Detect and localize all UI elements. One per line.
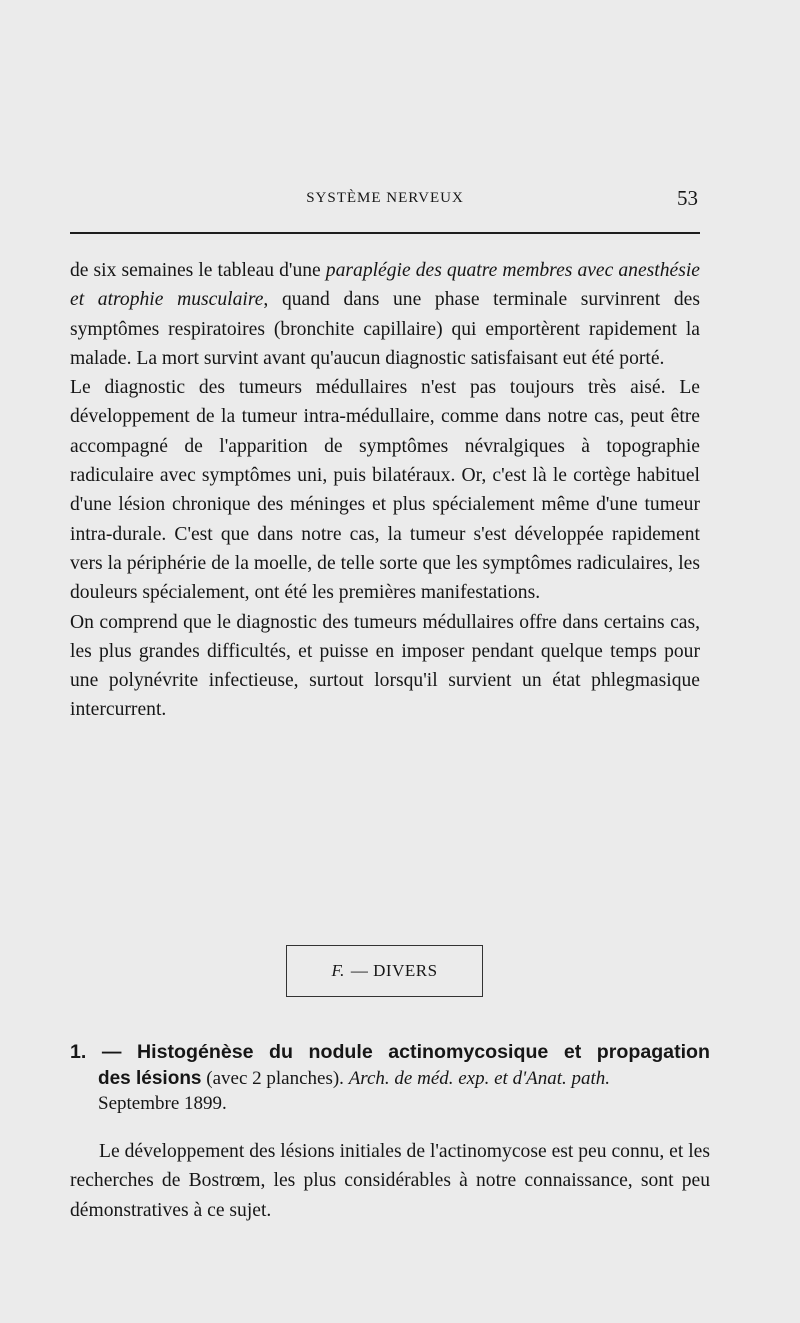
final-paragraph <box>70 1137 710 1225</box>
page-number: 53 <box>677 186 698 210</box>
final-paragraph-text: Le développement des lésions initiales de l'actinomycose est peu connu, et les recherches de Bostrœm, les plus considérables à notre connaissance, sont peu démonstratives à ce sujet. <box>70 1141 710 1221</box>
paragraph-1-part-a: de six semaines le tableau d'une <box>70 260 326 281</box>
entry-date: Septembre 1899. <box>98 1093 227 1114</box>
entry-number: 1. <box>70 1041 87 1063</box>
entry-title: — Histogénèse du nodule actinomycosique et propagation <box>101 1041 710 1063</box>
paragraph-1-part-c: , quand dans une phase terminale survinrent des symptômes respiratoires (bronchite capillaire) qui emportèrent rapidement la malade. La mort survint avant qu'aucun diagnostic satisfaisant eut été porté. <box>70 289 700 369</box>
paragraph-2: Le diagnostic des tumeurs médullaires n'est pas toujours très aisé. Le développement de la tumeur intra-médullaire, comme dans notre cas, peut être accompagné de l'apparition de symptômes névralgiques à topographie radiculaire avec symptômes uni, puis bilatéraux. Or, c'est là le cortège habituel d'une lésion chronique des méninges et plus spécialement même d'une tumeur intra-durale. C'est que dans notre cas, la tumeur s'est développée rapidement vers la périphérie de la moelle, de telle sorte que les symptômes radiculaires, les douleurs spécialement, ont été les premières manifestations. <box>70 377 700 604</box>
running-head <box>70 186 700 214</box>
section-heading-box <box>286 945 483 997</box>
header-rule <box>70 232 700 234</box>
entry-journal: Arch. de méd. exp. et d'Anat. path. <box>348 1068 611 1089</box>
body-text <box>70 256 700 725</box>
entry-details: (avec 2 planches). <box>201 1068 349 1089</box>
paragraph-3: On comprend que le diagnostic des tumeurs médullaires offre dans certains cas, les plus grandes difficultés, et puisse en imposer pendant quelque temps pour une polynévrite infectieuse, surtout lorsqu'il survient un état phlegmasique intercurrent. <box>70 611 700 721</box>
section-title: — DIVERS <box>350 961 438 980</box>
paragraph-1 <box>70 256 700 373</box>
entry-continuation <box>70 1066 710 1116</box>
entry-title-line <box>70 1038 710 1066</box>
section-letter: F. <box>331 961 345 980</box>
running-head-title: SYSTÈME NERVEUX <box>306 190 464 206</box>
entry-title-continued: des lésions <box>98 1068 202 1089</box>
paragraph-1-italic: paraplégie des quatre membres avec anesthésie et atrophie musculaire <box>70 260 700 311</box>
bibliography-entry <box>70 1038 710 1116</box>
